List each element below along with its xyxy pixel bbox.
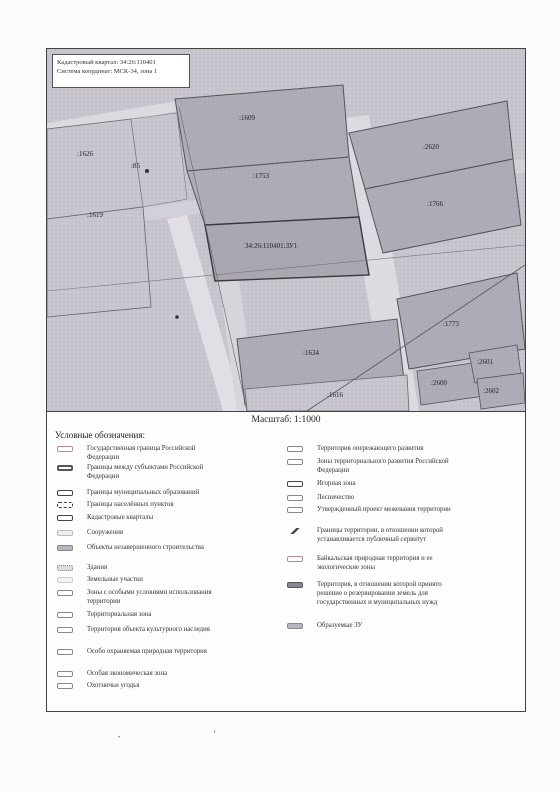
legend-label: Территория, в отношении которой принято решение о резервировании земель для государственных и муниципальных нужд xyxy=(317,581,442,606)
point-marker xyxy=(175,315,179,319)
legend-label: Зоны с особыми условиями использования территории xyxy=(87,589,212,605)
legend-symbol-icon xyxy=(287,623,303,629)
legend-label: Лесничество xyxy=(317,494,355,501)
legend-item xyxy=(57,681,139,690)
legend-item xyxy=(57,513,153,522)
legend-item xyxy=(287,580,467,607)
legend-symbol-icon xyxy=(287,459,303,465)
legend-title: Условные обозначения: xyxy=(55,430,146,440)
legend-label: Земельные участки xyxy=(87,576,143,583)
label-1634: :1634 xyxy=(303,349,319,357)
legend-symbol-icon xyxy=(287,507,303,513)
legend-symbol-icon xyxy=(287,481,303,487)
label-2620: :2620 xyxy=(423,143,439,151)
legend-item xyxy=(57,463,227,481)
legend-item xyxy=(57,647,207,656)
legend-symbol-icon xyxy=(57,649,73,655)
legend-symbol-icon xyxy=(287,582,303,588)
label-85: :85 xyxy=(131,162,140,170)
legend-symbol-icon xyxy=(57,515,73,521)
legend-item xyxy=(287,493,354,502)
legend-label: Кадастровые кварталы xyxy=(87,514,154,521)
cadastral-map[interactable] xyxy=(47,49,525,412)
legend-item xyxy=(57,528,123,537)
legend-label: Особая экономическая зона xyxy=(87,670,168,677)
legend-symbol-icon xyxy=(57,577,73,583)
legend-item xyxy=(57,575,143,584)
legend-label: Здания xyxy=(87,564,108,571)
legend-symbol-icon xyxy=(57,545,73,551)
legend-item xyxy=(287,479,356,488)
footer-mark: • xyxy=(118,735,121,741)
label-2601: :2601 xyxy=(477,358,493,366)
legend-symbol-icon xyxy=(57,671,73,677)
legend-item xyxy=(57,444,227,462)
parcel-1626[interactable] xyxy=(47,119,143,219)
legend-item xyxy=(287,621,362,630)
legend-label: Сооружения xyxy=(87,529,123,536)
label-1773: :1773 xyxy=(443,320,459,328)
legend-symbol-icon xyxy=(57,446,73,452)
legend-symbol-icon xyxy=(57,612,73,618)
scale-label: Масштаб: 1:1000 xyxy=(251,415,321,425)
legend-symbol-icon xyxy=(57,490,73,496)
legend-label: Образуемые ЗУ xyxy=(317,622,363,629)
footer-mark: ı xyxy=(214,729,216,735)
legend-item xyxy=(57,563,107,572)
legend-item xyxy=(57,625,210,634)
legend-symbol-icon xyxy=(57,565,73,571)
legend-item xyxy=(57,500,174,509)
coordinate-system-text: Система координат: МСК-34, зона 1 xyxy=(57,68,158,75)
legend-symbol-icon xyxy=(57,465,73,471)
legend-symbol-icon xyxy=(287,528,303,534)
legend-symbol-icon xyxy=(57,683,73,689)
parcel-1609[interactable] xyxy=(175,85,349,171)
legend-label: Территория опережающего развития xyxy=(317,445,424,452)
label-2600: :2600 xyxy=(431,379,447,387)
label-1753: :1753 xyxy=(253,172,269,180)
legend-item xyxy=(57,588,227,606)
legend-item xyxy=(287,457,467,475)
label-1609: :1609 xyxy=(239,114,255,122)
legend-symbol-icon xyxy=(57,502,73,508)
label-1616: :1616 xyxy=(327,391,343,399)
label-1626: :1626 xyxy=(77,150,93,158)
legend-label: Границы муниципальных образований xyxy=(87,489,200,496)
legend-label: Байкальская природная территория и ее экологические зоны xyxy=(317,555,433,571)
label-2602: :2602 xyxy=(483,387,499,395)
legend-symbol-icon xyxy=(287,446,303,452)
label-1619: :1619 xyxy=(87,211,103,219)
legend-item xyxy=(287,444,423,453)
legend-symbol-icon xyxy=(287,495,303,501)
legend-label: Территория объекта культурного наследия xyxy=(87,626,210,633)
legend-item xyxy=(287,526,467,544)
map-info-box xyxy=(52,54,190,88)
legend-label: Охотничьи угодья xyxy=(87,682,140,689)
legend-label: Особо охраняемая природная территория xyxy=(87,648,207,655)
label-zu1: 34:26:110401:ЗУ1 xyxy=(245,242,298,250)
legend-symbol-icon xyxy=(57,590,73,596)
map-canvas xyxy=(47,49,525,411)
label-1766: :1766 xyxy=(427,200,443,208)
legend-item xyxy=(287,554,467,572)
legend-label: Территориальная зона xyxy=(87,611,152,618)
legend-label: Государственная граница Российской Федерации xyxy=(87,445,196,461)
legend-item xyxy=(57,488,199,497)
legend-label: Границы территории, в отношении которой устанавливается публичный сервитут xyxy=(317,527,443,543)
legend-symbol-icon xyxy=(287,556,303,562)
legend-symbol-icon xyxy=(57,627,73,633)
legend-item xyxy=(57,543,204,552)
cadastral-quarter-text: Кадастровый квартал: 34:26:110401 xyxy=(57,59,156,66)
legend-item xyxy=(57,610,151,619)
map-sheet xyxy=(46,48,526,712)
legend-label: Границы населённых пунктов xyxy=(87,501,174,508)
legend-label: Утвержденный проект межевания территории xyxy=(317,506,451,513)
legend-label: Объекты незавершенного строительства xyxy=(87,544,204,551)
point-marker xyxy=(145,169,149,173)
legend-label: Игорная зона xyxy=(317,480,356,487)
legend-label: Границы между субъектами Российской Федерации xyxy=(87,464,204,480)
legend-label: Зоны территориального развития Российской Федерации xyxy=(317,458,449,474)
legend-symbol-icon xyxy=(57,530,73,536)
legend-item xyxy=(287,505,451,514)
legend-item xyxy=(57,669,167,678)
parcel-1619[interactable] xyxy=(47,207,151,317)
